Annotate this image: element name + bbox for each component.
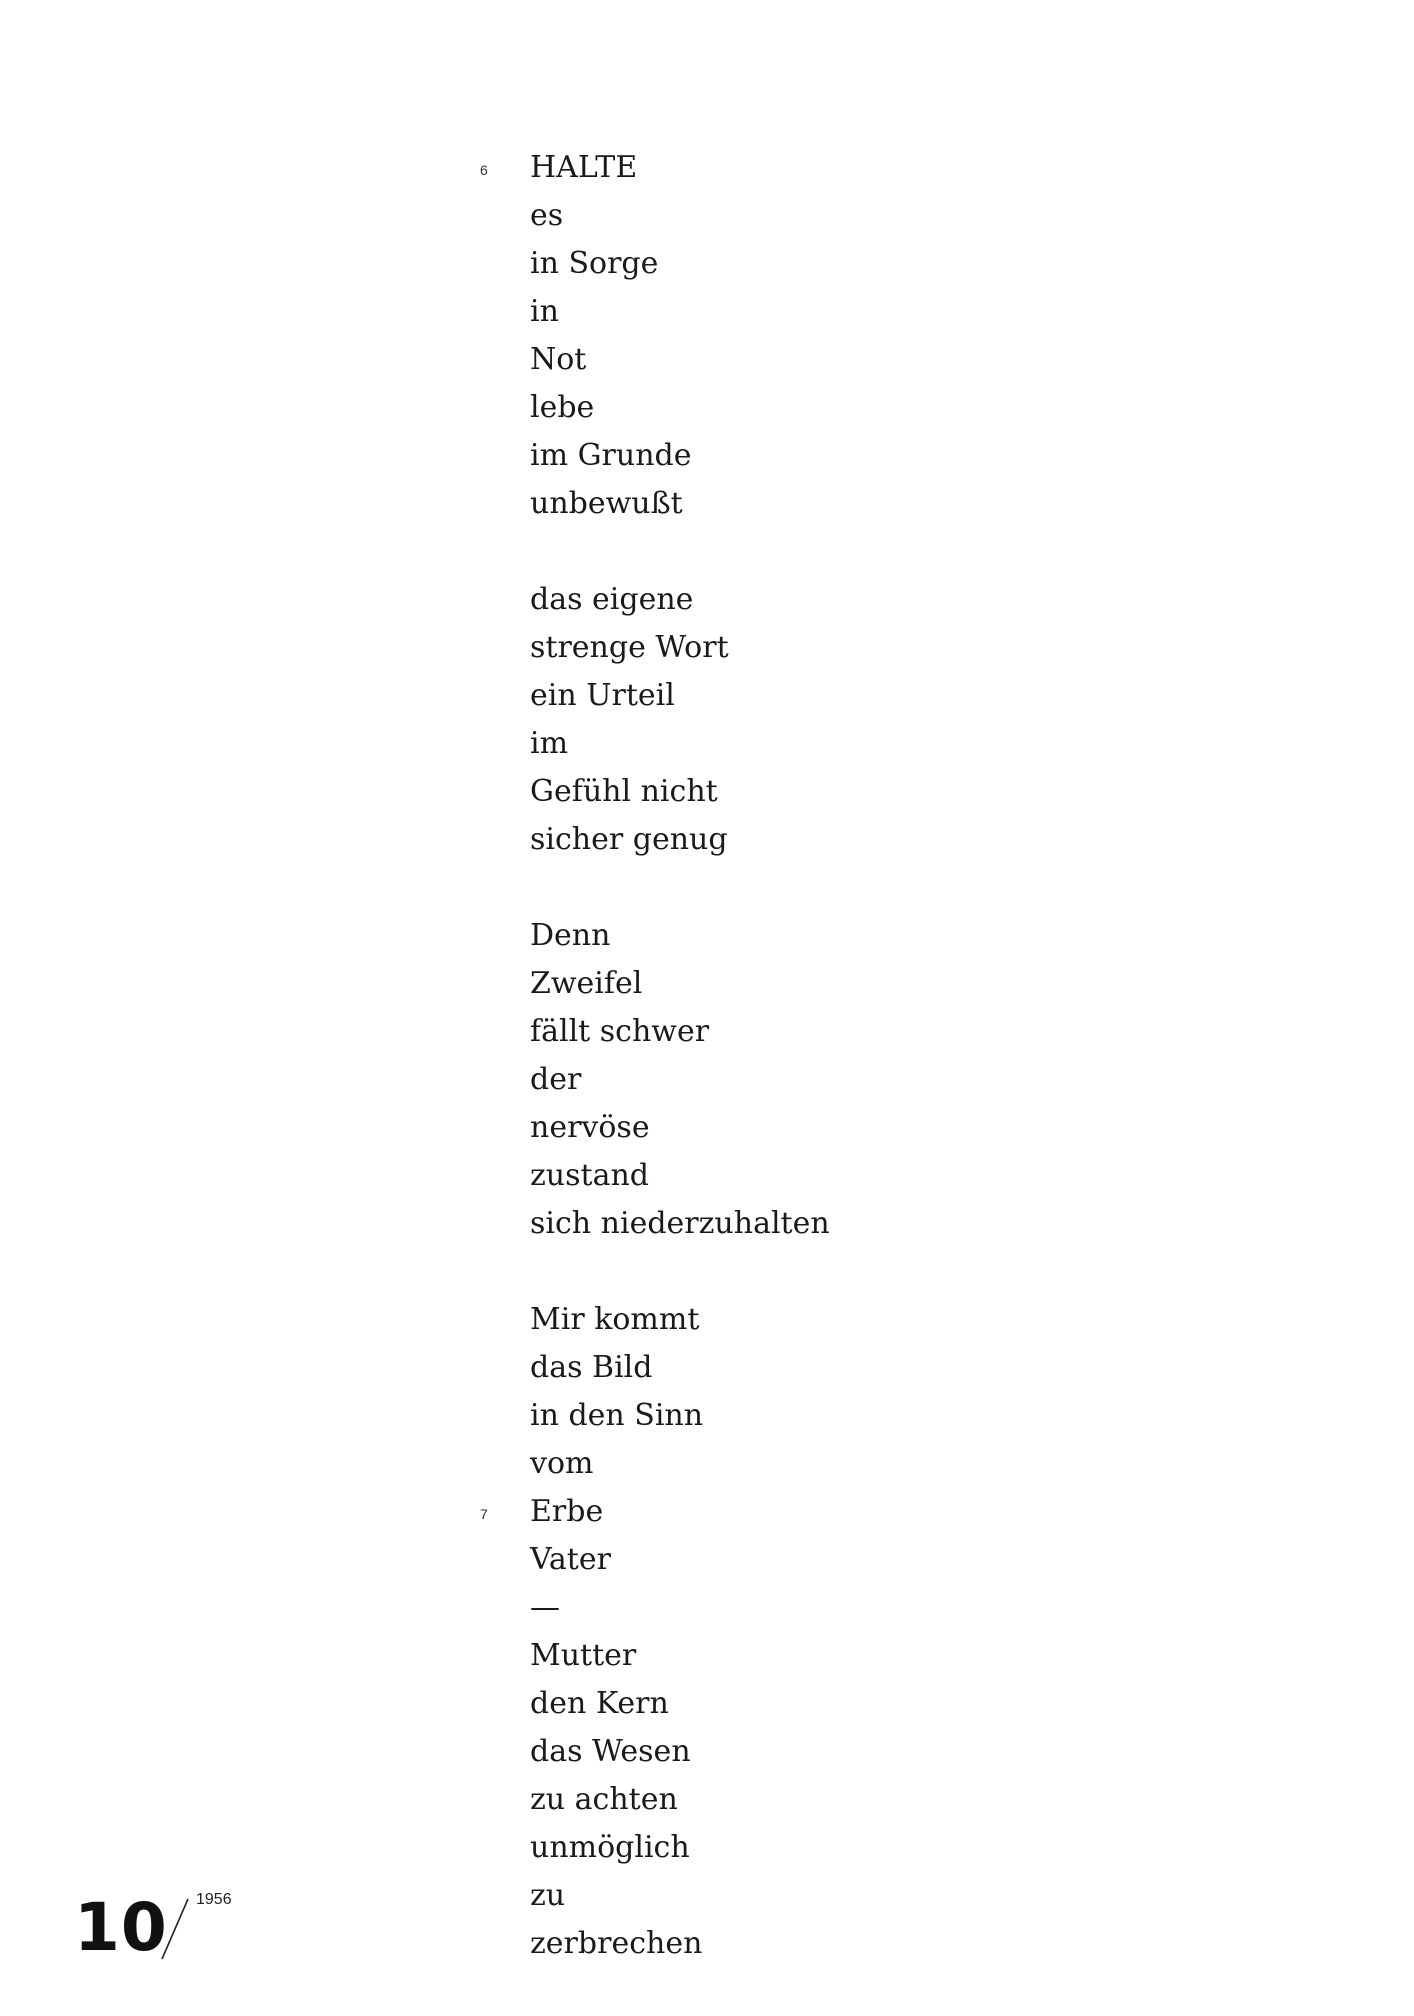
- slash-divider-icon: [160, 1898, 190, 1960]
- poem-line: den Kern: [530, 1686, 669, 1721]
- poem-line: sicher genug: [530, 822, 728, 857]
- poem-line: in den Sinn: [530, 1398, 704, 1433]
- poem-line: das Wesen: [530, 1734, 691, 1769]
- stanza-4: [480, 1296, 1130, 1968]
- line-marker: 6: [480, 162, 488, 178]
- poem-line: unbewußt: [530, 486, 683, 521]
- poem-line: in: [530, 294, 559, 329]
- poem-line: zerbrechen: [530, 1926, 703, 1961]
- poem-line: im: [530, 726, 569, 761]
- poem-line: nervöse: [530, 1110, 650, 1145]
- poem-line: der: [530, 1062, 582, 1097]
- poem-line: Denn: [530, 918, 611, 953]
- poem-line: das Bild: [530, 1350, 653, 1385]
- line-text: HALTE: [530, 150, 638, 185]
- poem-line: —: [530, 1590, 560, 1625]
- year-label: 1956: [196, 1891, 232, 1908]
- poem-line: in Sorge: [530, 246, 659, 281]
- poem-line: Mir kommt: [530, 1302, 700, 1337]
- poem-line: vom: [530, 1446, 594, 1481]
- line-text: Erbe: [530, 1494, 604, 1529]
- stanza-2: [530, 576, 1130, 864]
- poem-line: lebe: [530, 390, 595, 425]
- poem-line: Vater: [530, 1542, 611, 1577]
- line-marker: 7: [480, 1506, 488, 1522]
- poem-line: Not: [530, 342, 587, 377]
- poem-line: Gefühl nicht: [530, 774, 718, 809]
- poem-line: es: [530, 198, 564, 233]
- poem-line: unmöglich: [530, 1830, 690, 1865]
- poem-line: [480, 144, 1130, 192]
- poem-line: zustand: [530, 1158, 649, 1193]
- poem-line: [480, 1488, 1130, 1536]
- poem-line: Mutter: [530, 1638, 637, 1673]
- poem-line: Zweifel: [530, 966, 643, 1001]
- poem: [480, 144, 1130, 2016]
- poem-line: sich niederzuhalten: [530, 1206, 830, 1241]
- stanza-1: [480, 144, 1130, 528]
- poem-line: zu: [530, 1878, 566, 1913]
- poem-line: im Grunde: [530, 438, 692, 473]
- poem-line: das eigene: [530, 582, 694, 617]
- poem-line: ein Urteil: [530, 678, 675, 713]
- page-number: 10: [74, 1889, 168, 1966]
- poem-line: zu achten: [530, 1782, 678, 1817]
- poem-line: strenge Wort: [530, 630, 729, 665]
- poem-line: fällt schwer: [530, 1014, 710, 1049]
- stanza-3: [530, 912, 1130, 1248]
